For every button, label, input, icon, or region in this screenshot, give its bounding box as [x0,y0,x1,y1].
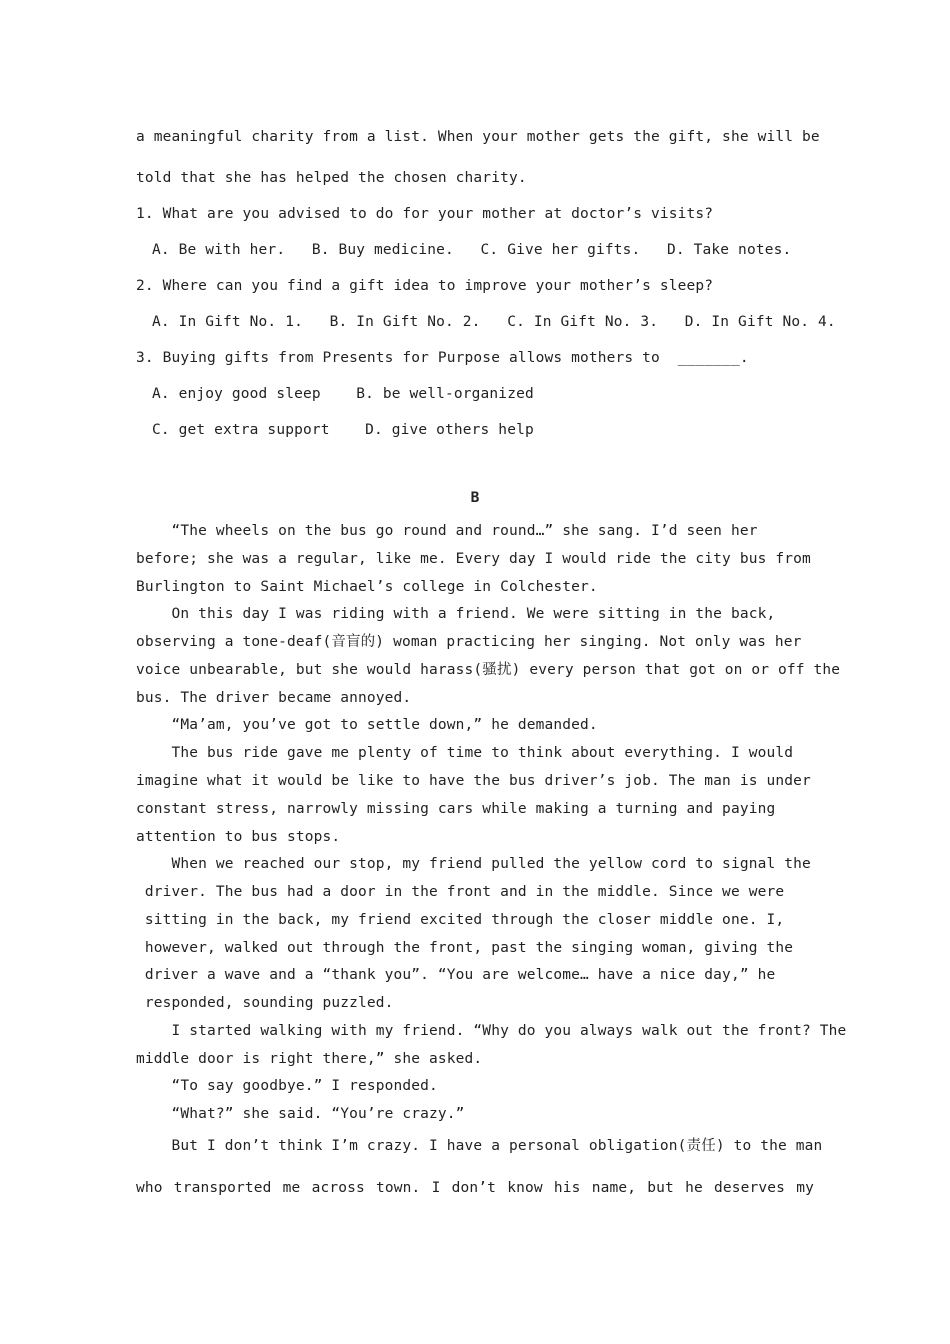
passage-b-line: bus. The driver became annoyed. [136,690,412,706]
passage-b-line: constant stress, narrowly missing cars while making a turning and paying [136,801,776,817]
question-3-options-row-1: A. enjoy good sleep B. be well-organized [152,386,534,402]
passage-b-line: responded, sounding puzzled. [136,995,394,1011]
passage-a-line-1: a meaningful charity from a list. When your mother gets the gift, she will be [136,129,820,145]
passage-b-line: who transported me across town. I don’t know his name, but he deserves my [136,1180,814,1196]
question-3-options-row-2: C. get extra support D. give others help [152,422,534,438]
passage-b-line: “Ma’am, you’ve got to settle down,” he demanded. [136,717,598,733]
passage-b-line: before; she was a regular, like me. Every day I would ride the city bus from [136,551,811,567]
passage-b-line: “To say goodbye.” I responded. [136,1078,438,1094]
passage-b-line: imagine what it would be like to have the bus driver’s job. The man is under [136,773,811,789]
passage-b-line: sitting in the back, my friend excited through the closer middle one. I, [136,912,785,928]
question-3-stem: 3. Buying gifts from Presents for Purpose allows mothers to _______. [136,350,749,366]
question-2-stem: 2. Where can you find a gift idea to improve your mother’s sleep? [136,278,714,294]
question-1-stem: 1. What are you advised to do for your mother at doctor’s visits? [136,206,714,222]
passage-b-line: however, walked out through the front, past the singing woman, giving the [136,940,794,956]
passage-b-line: I started walking with my friend. “Why do you always walk out the front? The [136,1023,847,1039]
passage-b-line: voice unbearable, but she would harass(骚扰) every person that got on or off the [136,662,841,678]
passage-b-line: On this day I was riding with a friend. We were sitting in the back, [136,606,776,622]
passage-b-line: “What?” she said. “You’re crazy.” [136,1106,465,1122]
passage-a-line-2: told that she has helped the chosen charity. [136,170,527,186]
passage-b-line: attention to bus stops. [136,829,341,845]
passage-b-line: But I don’t think I’m crazy. I have a personal obligation(责任) to the man [136,1138,823,1154]
passage-b-line: observing a tone-deaf(音盲的) woman practicing her singing. Not only was her [136,634,802,650]
passage-b-line: When we reached our stop, my friend pulled the yellow cord to signal the [136,856,811,872]
passage-b-line: driver a wave and a “thank you”. “You are welcome… have a nice day,” he [136,967,776,983]
passage-b-line: The bus ride gave me plenty of time to think about everything. I would [136,745,794,761]
section-b-heading: B [470,490,480,506]
passage-b-line: middle door is right there,” she asked. [136,1051,483,1067]
question-1-options: A. Be with her. B. Buy medicine. C. Give her gifts. D. Take notes. [152,242,792,258]
question-2-options: A. In Gift No. 1. B. In Gift No. 2. C. In Gift No. 3. D. In Gift No. 4. [152,314,836,330]
passage-b-line: “The wheels on the bus go round and round…” she sang. I’d seen her [136,523,758,539]
passage-b-line: Burlington to Saint Michael’s college in Colchester. [136,579,598,595]
passage-b-line: driver. The bus had a door in the front and in the middle. Since we were [136,884,785,900]
